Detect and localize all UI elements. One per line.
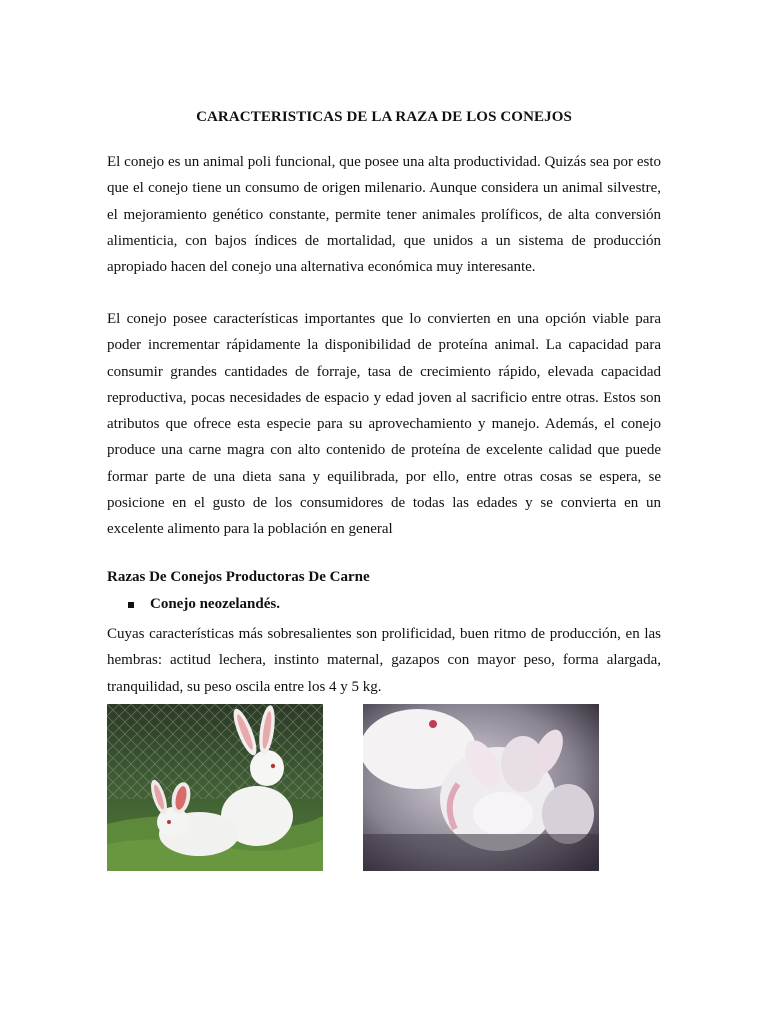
square-bullet-icon [128, 602, 134, 608]
bullet-list-item [128, 596, 280, 613]
rabbits-on-grass-image [107, 704, 323, 871]
paragraph-intro: El conejo es un animal poli funcional, que posee una alta productividad. Quizás sea por esto que el conejo tiene un consumo de origen milenario. Aunque considera un animal silvestre, el mejoramiento genético constante, permite tener animales prolíficos, de alta conversión alimenticia, con bajos índices de mortalidad, que unidos a un sistema de producción apropiado hacen del conejo una alternativa económica muy interesante. [107, 154, 661, 276]
rabbit-with-kits-photo [363, 704, 599, 871]
paragraph-characteristics: El conejo posee características importantes que lo convierten en una opción viable para poder incrementar rápidamente la disponibilidad de proteína animal. La capacidad para consumir grandes cantidades de forraje, tasa de crecimiento rápido, elevada capacidad reproductiva, pocas necesidades de espacio y edad joven al sacrificio entre otras. Estos son atributos que ofrece esta especie para su aprovechamiento y manejo. Además, el conejo produce una carne magra con alto contenido de proteína de excelente calidad que puede formar parte de una dieta sana y equilibrada, por ello, entre otras cosas se espera, se posicione en el gusto de los consumidores de todas las edades y se convierta en un excelente alimento para la población en general [107, 311, 661, 538]
section-heading: Razas De Conejos Productoras De Carne [107, 569, 370, 585]
bullet-item-label: Conejo neozelandés. [150, 596, 280, 612]
rabbit-with-kits-image [363, 704, 599, 871]
rabbits-on-grass-photo [107, 704, 323, 871]
document-title: CARACTERISTICAS DE LA RAZA DE LOS CONEJOS [196, 109, 572, 125]
paragraph-breed-description: Cuyas características más sobresalientes son prolificidad, buen ritmo de producción, en las hembras: actitud lechera, instinto maternal, gazapos con mayor peso, forma alargada, tranquilidad, su peso oscila entre los 4 y 5 kg. [107, 626, 661, 695]
